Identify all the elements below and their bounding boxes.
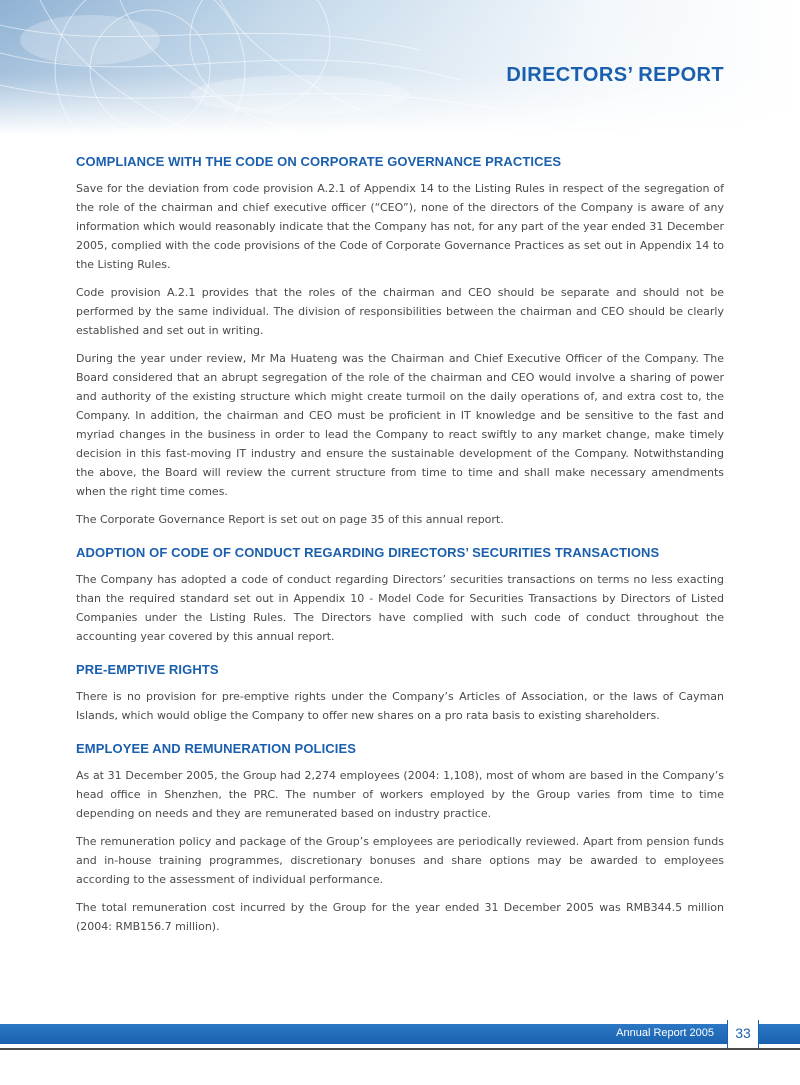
section-employee-remuneration [76,741,724,936]
footer-report-label: Annual Report 2005 [616,1027,714,1039]
section-corporate-governance [76,154,724,529]
paragraph: The Corporate Governance Report is set out on page 35 of this annual report. [76,513,504,526]
paragraph: Save for the deviation from code provision A.2.1 of Appendix 14 to the Listing Rules in respect of the segregation of the role of the chairman and chief executive officer (“CEO”), none of the directors of the Company is aware of any information which would reasonably indicate that the Company has not, for any part of the year ended 31 December 2005, complied with the code provisions of the Code of Corporate Governance Practices as set out in Appendix 14 to the Listing Rules. [76,182,724,271]
section-heading: COMPLIANCE WITH THE CODE ON CORPORATE GOVERNANCE PRACTICES [76,154,562,169]
page-title: DIRECTORS’ REPORT [506,64,724,86]
section-heading: EMPLOYEE AND REMUNERATION POLICIES [76,741,357,756]
section-heading: ADOPTION OF CODE OF CONDUCT REGARDING DIRECTORS’ SECURITIES TRANSACTIONS [76,545,660,560]
section-heading: PRE-EMPTIVE RIGHTS [76,662,219,677]
section-securities-transactions [76,545,724,646]
section-pre-emptive-rights [76,662,724,725]
paragraph: The Company has adopted a code of conduct regarding Directors’ securities transactions on terms no less exacting than the required standard set out in Appendix 10 - Model Code for Securities Transactions by Directors of Listed Companies under the Listing Rules. The Directors have complied with such code of conduct throughout the accounting year covered by this annual report. [76,573,724,643]
footer-band [0,1024,800,1044]
paragraph: There is no provision for pre-emptive rights under the Company’s Articles of Association, or the laws of Cayman Islands, which would oblige the Company to offer new shares on a pro rata basis to existing shareholders. [76,690,724,722]
paragraph: The remuneration policy and package of the Group’s employees are periodically reviewed. Apart from pension funds and in-house training programmes, discretionary bonuses and share options may be awarded to employees according to the assessment of individual performance. [76,835,724,886]
paragraph: The total remuneration cost incurred by the Group for the year ended 31 December 2005 was RMB344.5 million (2004: RMB156.7 million). [76,901,724,933]
report-body [76,146,724,952]
footer-divider [0,1048,800,1050]
paragraph: Code provision A.2.1 provides that the roles of the chairman and CEO should be separate and should not be performed by the same individual. The division of responsibilities between the chairman and CEO should be clearly established and set out in writing. [76,286,724,337]
paragraph: During the year under review, Mr Ma Huateng was the Chairman and Chief Executive Officer of the Company. The Board considered that an abrupt segregation of the role of the chairman and CEO would involve a sharing of power and authority of the existing structure which might create turmoil on the daily operations of, and extra cost to, the Company. In addition, the chairman and CEO must be proficient in IT knowledge and be sensitive to the fast and myriad changes in the business in order to lead the Company to react swiftly to any market change, make timely decision in this fast-moving IT industry and ensure the sustainable development of the Company. Notwithstanding the above, the Board will review the current structure from time to time and shall make necessary amendments when the right time comes. [76,352,724,498]
page-number: 33 [727,1020,759,1048]
paragraph: As at 31 December 2005, the Group had 2,274 employees (2004: 1,108), most of whom are based in the Company’s head office in Shenzhen, the PRC. The number of workers employed by the Group varies from time to time depending on needs and they are remunerated based on industry practice. [76,769,724,820]
